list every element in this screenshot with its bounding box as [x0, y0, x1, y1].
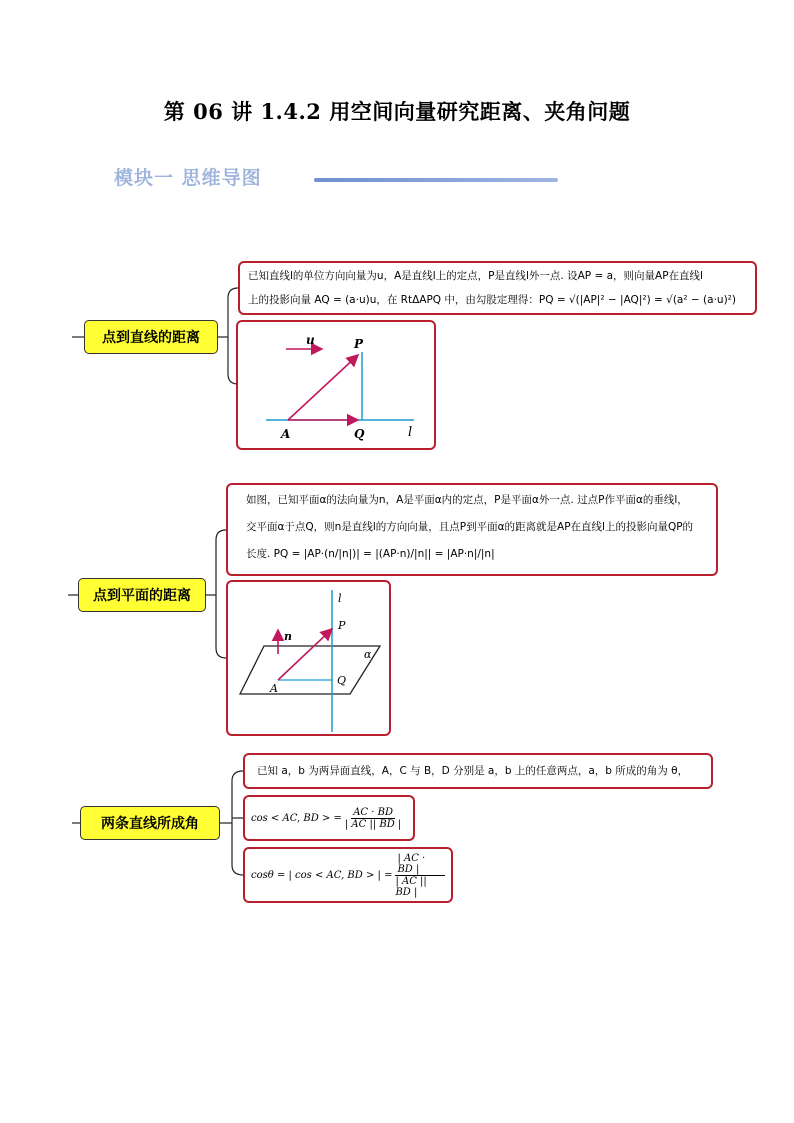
cos-theta-lhs: cosθ = | cos < AC, BD > | =: [251, 869, 393, 881]
plane-alpha: [240, 646, 380, 694]
point-to-line-text-line2: 上的投影向量 AQ = (a·u)u，在 RtΔAPQ 中，由勾股定理得：PQ = √(|AP|² − |AQ|²) = √(a² − (a·u)²): [248, 294, 736, 306]
cos-formula-fraction: [345, 807, 401, 830]
label-q: Q: [337, 674, 347, 687]
point-to-line-diagram: [238, 322, 434, 448]
cos-formula-numerator: AC · BD: [353, 806, 393, 818]
label-q: Q: [354, 427, 365, 441]
topic-point-to-plane-distance: 点到平面的距离: [78, 578, 206, 612]
cos-formula-denominator: | AC || BD |: [344, 818, 402, 830]
label-alpha: α: [364, 648, 372, 661]
cos-theta-fraction: [395, 853, 445, 898]
cos-theta-numerator: | AC · BD |: [395, 853, 445, 876]
point-to-plane-diagram: [228, 582, 389, 734]
label-l: l: [408, 425, 413, 440]
point-to-line-definition-box: [238, 261, 757, 315]
cos-formula-box: [243, 795, 415, 841]
label-l: l: [338, 592, 342, 605]
page-title: 第 06 讲 1.4.2 用空间向量研究距离、夹角问题: [163, 99, 631, 124]
topic-point-to-line-distance: 点到直线的距离: [84, 320, 218, 354]
label-u: u: [306, 333, 315, 347]
label-p: P: [354, 337, 364, 351]
angle-definition-text: 已知 a，b 为两异面直线，A，C 与 B，D 分别是 a，b 上的任意两点，a，b 所成的角为 θ，: [257, 764, 689, 777]
label-n: n: [284, 630, 292, 643]
point-to-plane-text-line3: 长度. PQ = |AP·(n/|n|)| = |(AP·n)/|n|| = |AP·n|/|n|: [246, 548, 495, 560]
vector-ap: [288, 355, 358, 420]
label-a: A: [281, 427, 291, 441]
angle-definition-box: [243, 753, 713, 789]
point-to-line-figure-box: [236, 320, 436, 450]
label-p: P: [338, 619, 346, 632]
point-to-plane-definition-box: [226, 483, 718, 576]
cos-theta-formula-box: [243, 847, 453, 903]
cos-theta-denominator: | AC || BD |: [395, 875, 427, 898]
cos-formula-lhs: cos < AC, BD > =: [251, 812, 342, 824]
label-a: A: [270, 682, 278, 695]
point-to-plane-figure-box: [226, 580, 391, 736]
topic-angle-between-lines: 两条直线所成角: [80, 806, 220, 840]
point-to-plane-text-line2: 交平面α于点Q，则n是直线l的方向向量，且点P到平面α的距离就是AP在直线l上的投影向量QP的: [246, 521, 694, 533]
point-to-line-text-line1: 已知直线l的单位方向向量为u，A是直线l上的定点，P是直线l外一点. 设AP = a，则向量AP在直线l: [248, 270, 703, 282]
point-to-plane-text-line1: 如图，已知平面α的法向量为n，A是平面α内的定点，P是平面α外一点. 过点P作平面α的垂线l，: [246, 494, 688, 506]
module-heading: 模块一 思维导图: [114, 167, 262, 189]
